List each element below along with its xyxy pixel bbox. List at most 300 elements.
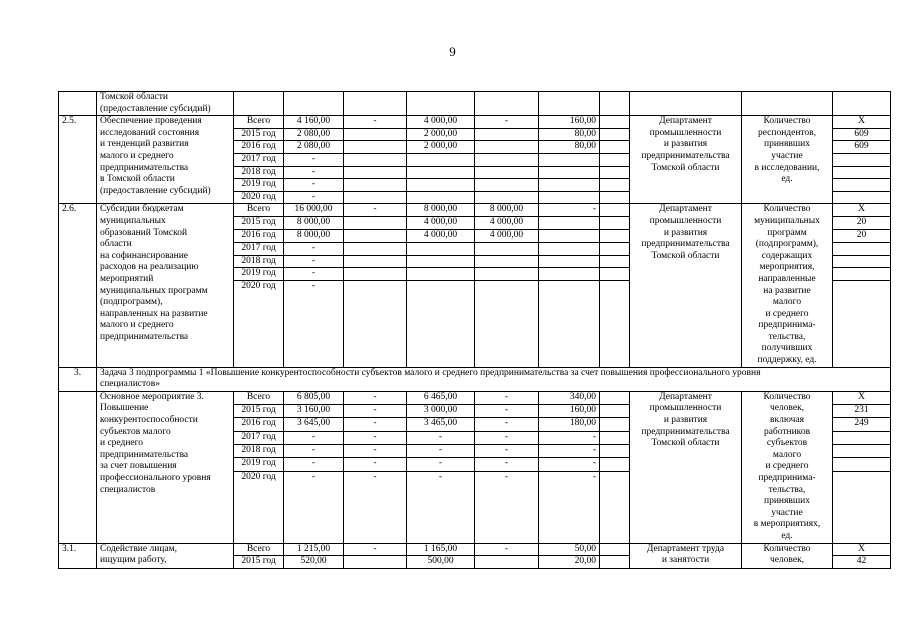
municipal-cell: - <box>475 543 539 556</box>
municipal-cell: - <box>475 431 539 444</box>
row-number <box>59 391 97 543</box>
total-cell: 2 080,00 <box>284 128 344 141</box>
federal-cell <box>344 141 407 154</box>
measure-name-line: Основное мероприятие 3. <box>100 391 204 402</box>
extra-budget-cell <box>539 281 600 368</box>
measure-name-line: расходов на реализацию <box>100 262 199 273</box>
indicator-value <box>833 431 891 444</box>
year-cell: 2015 год <box>234 405 284 418</box>
regional-cell: 8 000,00 <box>407 204 475 217</box>
regional-cell: - <box>407 458 475 471</box>
indicator-line: содержащих <box>761 250 813 261</box>
indicator <box>742 543 833 568</box>
indicator-line: получивших <box>761 343 813 354</box>
municipal-cell <box>475 268 539 281</box>
measure-name-line: (предоставление субсидий) <box>100 185 211 196</box>
indicator-line: поддержку, ед. <box>757 355 817 366</box>
indicator-value <box>833 191 891 204</box>
municipal-cell: - <box>475 391 539 404</box>
year-cell: 2015 год <box>234 217 284 230</box>
indicator-value: X <box>833 204 891 217</box>
extra-budget-cell: 50,00 <box>539 543 600 556</box>
total-cell: 3 645,00 <box>284 418 344 431</box>
empty-cell <box>600 458 630 471</box>
measure-name-line: предпринимательства <box>100 162 189 173</box>
indicator-line: предпринима- <box>758 320 816 331</box>
indicator-line: мероприятия, <box>759 262 815 273</box>
empty-cell <box>600 255 630 268</box>
table-row <box>59 116 891 129</box>
indicator-line: тельства, <box>768 484 806 495</box>
empty-cell <box>600 418 630 431</box>
measure-name-line: (предоставление субсидий) <box>100 103 211 114</box>
measure-name <box>97 116 234 204</box>
regional-cell <box>407 242 475 255</box>
indicator-value <box>833 471 891 543</box>
empty-cell <box>600 179 630 192</box>
empty-cell <box>600 543 630 556</box>
federal-cell: - <box>344 204 407 217</box>
executor-line: и развития <box>663 415 708 426</box>
empty-cell <box>600 166 630 179</box>
extra-budget-cell: - <box>539 458 600 471</box>
measure-name <box>97 92 234 116</box>
empty-cell <box>600 242 630 255</box>
extra-budget-cell: - <box>539 204 600 217</box>
federal-cell: - <box>344 418 407 431</box>
page-number: 9 <box>449 44 456 59</box>
empty-cell <box>600 281 630 368</box>
measure-name-line: мероприятий <box>100 273 154 284</box>
federal-cell <box>344 179 407 192</box>
empty-cell <box>407 92 475 116</box>
federal-cell <box>344 281 407 368</box>
federal-cell <box>344 255 407 268</box>
indicator-value: 20 <box>833 217 891 230</box>
year-cell: 2018 год <box>234 445 284 458</box>
measure-name-line: предпринимательства <box>100 331 189 342</box>
measure-name-line: области <box>100 239 132 250</box>
measure-name-line: образований Томской <box>100 227 188 238</box>
indicator-line: предпринима- <box>758 473 816 483</box>
program-measures-table <box>58 91 891 569</box>
federal-cell: - <box>344 543 407 556</box>
federal-cell <box>344 191 407 204</box>
year-cell: 2019 год <box>234 179 284 192</box>
extra-budget-cell <box>539 255 600 268</box>
indicator-line: участие <box>771 150 803 161</box>
executor-line: предпринимательства <box>641 150 730 161</box>
extra-budget-cell <box>539 179 600 192</box>
municipal-cell: 8 000,00 <box>475 204 539 217</box>
regional-cell: 4 000,00 <box>407 217 475 230</box>
empty-cell <box>742 92 833 116</box>
indicator-value <box>833 458 891 471</box>
empty-cell <box>600 92 630 116</box>
extra-budget-cell: 20,00 <box>539 556 600 569</box>
measure-name-line: малого и среднего <box>100 320 174 331</box>
total-cell: - <box>284 166 344 179</box>
extra-budget-cell <box>539 166 600 179</box>
empty-cell <box>833 92 891 116</box>
empty-cell <box>600 191 630 204</box>
year-cell: 2017 год <box>234 431 284 444</box>
empty-cell <box>475 92 539 116</box>
row-number: 3.1. <box>59 543 97 568</box>
indicator-value <box>833 281 891 368</box>
indicator-line: муниципальных <box>754 215 820 226</box>
executor-line: предпринимательства <box>641 426 730 437</box>
empty-cell <box>600 128 630 141</box>
measure-name <box>97 391 234 543</box>
total-cell: - <box>284 179 344 192</box>
municipal-cell: - <box>475 116 539 129</box>
municipal-cell <box>475 141 539 154</box>
indicator-line: Количество <box>763 204 811 215</box>
executor <box>630 543 742 568</box>
indicator-value <box>833 445 891 458</box>
measure-name-line: Повышение <box>100 403 149 414</box>
indicator-line: и среднего <box>765 461 809 472</box>
measure-name-line: Обеспечение проведения <box>100 116 202 127</box>
measure-name-line: и среднего <box>100 438 144 449</box>
total-cell: 1 215,00 <box>284 543 344 556</box>
executor-line: Томской области <box>651 438 720 449</box>
municipal-cell <box>475 556 539 569</box>
year-cell: 2015 год <box>234 128 284 141</box>
indicator-value: 231 <box>833 405 891 418</box>
federal-cell: - <box>344 471 407 543</box>
municipal-cell <box>475 242 539 255</box>
total-cell: 520,00 <box>284 556 344 569</box>
empty-cell <box>600 471 630 543</box>
year-cell: Всего <box>234 391 284 404</box>
year-cell: 2018 год <box>234 166 284 179</box>
extra-budget-cell: - <box>539 471 600 543</box>
municipal-cell <box>475 281 539 368</box>
measure-name-line: за счет повышения <box>100 461 177 472</box>
executor-line: Томской области <box>651 250 720 261</box>
measure-name-line: направленных на развитие <box>100 308 208 319</box>
federal-cell <box>344 229 407 242</box>
indicator-value: 42 <box>833 556 891 569</box>
indicator-value: 609 <box>833 128 891 141</box>
empty-cell <box>600 153 630 166</box>
task-title-line: специалистов» <box>100 379 161 390</box>
regional-cell: 3 000,00 <box>407 405 475 418</box>
municipal-cell: - <box>475 445 539 458</box>
total-cell: 8 000,00 <box>284 229 344 242</box>
empty-cell <box>630 92 742 116</box>
extra-budget-cell: - <box>539 431 600 444</box>
row-number: 2.6. <box>59 204 97 367</box>
empty-cell <box>600 217 630 230</box>
indicator-line: субъектов <box>766 438 808 449</box>
indicator-line: принявших <box>763 496 810 507</box>
measure-name-line: на софинансирование <box>100 250 189 261</box>
executor <box>630 116 742 204</box>
regional-cell: 4 000,00 <box>407 116 475 129</box>
regional-cell <box>407 255 475 268</box>
table-row <box>59 543 891 556</box>
measure-name-line: в Томской области <box>100 174 175 185</box>
federal-cell <box>344 268 407 281</box>
municipal-cell <box>475 128 539 141</box>
year-cell: 2019 год <box>234 458 284 471</box>
indicator-line: включая <box>770 415 804 426</box>
total-cell: 8 000,00 <box>284 217 344 230</box>
indicator-value <box>833 242 891 255</box>
regional-cell: 1 165,00 <box>407 543 475 556</box>
executor-line: Департамент <box>659 116 712 127</box>
executor-line: промышленности <box>649 215 722 226</box>
empty-cell <box>600 229 630 242</box>
executor-line: промышленности <box>649 403 722 414</box>
indicator-line: малого <box>772 297 802 308</box>
indicator-line: в исследовании, <box>754 162 820 173</box>
indicator <box>742 204 833 367</box>
extra-budget-cell: 180,00 <box>539 418 600 431</box>
extra-budget-cell <box>539 153 600 166</box>
row-number: 3. <box>59 367 97 391</box>
total-cell: 6 805,00 <box>284 391 344 404</box>
municipal-cell <box>475 191 539 204</box>
federal-cell <box>344 242 407 255</box>
row-number <box>59 92 97 116</box>
total-cell: - <box>284 191 344 204</box>
federal-cell: - <box>344 391 407 404</box>
total-cell: 4 160,00 <box>284 116 344 129</box>
measure-name-line: исследований состояния <box>100 127 200 138</box>
measure-name-line: конкурентоспособности <box>100 415 198 426</box>
indicator-value <box>833 268 891 281</box>
extra-budget-cell: - <box>539 445 600 458</box>
empty-cell <box>600 391 630 404</box>
regional-cell <box>407 179 475 192</box>
extra-budget-cell: 340,00 <box>539 391 600 404</box>
municipal-cell: 4 000,00 <box>475 217 539 230</box>
empty-cell <box>234 92 284 116</box>
executor-line: Департамент труда <box>646 543 725 554</box>
indicator-line: тельства, <box>768 331 806 342</box>
indicator-line: человек, <box>769 555 805 566</box>
extra-budget-cell <box>539 191 600 204</box>
municipal-cell <box>475 153 539 166</box>
federal-cell <box>344 128 407 141</box>
empty-cell <box>600 141 630 154</box>
empty-cell <box>600 556 630 569</box>
extra-budget-cell <box>539 217 600 230</box>
executor-line: Департамент <box>659 204 712 215</box>
empty-cell <box>600 204 630 217</box>
extra-budget-cell <box>539 242 600 255</box>
empty-cell <box>600 116 630 129</box>
table-row <box>59 391 891 404</box>
regional-cell: 6 465,00 <box>407 391 475 404</box>
federal-cell <box>344 217 407 230</box>
measure-name-line: Субсидии бюджетам <box>100 204 184 215</box>
indicator-line: и среднего <box>765 308 809 319</box>
federal-cell: - <box>344 405 407 418</box>
extra-budget-cell <box>539 268 600 281</box>
table-row <box>59 204 891 217</box>
year-cell: 2016 год <box>234 141 284 154</box>
municipal-cell: - <box>475 405 539 418</box>
year-cell: Всего <box>234 204 284 217</box>
regional-cell: 2 000,00 <box>407 141 475 154</box>
measure-name-line: предпринимательства <box>100 449 189 460</box>
measure-name-line: муниципальных программ <box>100 285 208 296</box>
year-cell: 2020 год <box>234 471 284 543</box>
indicator-value <box>833 255 891 268</box>
empty-cell <box>600 405 630 418</box>
indicator-line: программ <box>767 227 807 238</box>
measure-name <box>97 543 234 568</box>
total-cell: - <box>284 281 344 368</box>
executor-line: и развития <box>663 139 708 150</box>
indicator-line: на развитие <box>763 285 811 296</box>
indicator-line: ед. <box>781 530 793 541</box>
measure-name-line: (подпрограмм), <box>100 297 163 308</box>
year-cell: Всего <box>234 116 284 129</box>
measure-name-line: Томской области <box>100 92 168 102</box>
year-cell: 2016 год <box>234 229 284 242</box>
empty-cell <box>539 92 600 116</box>
regional-cell: - <box>407 445 475 458</box>
regional-cell <box>407 268 475 281</box>
total-cell: - <box>284 431 344 444</box>
extra-budget-cell: 160,00 <box>539 405 600 418</box>
municipal-cell: - <box>475 471 539 543</box>
executor-line: Департамент <box>659 391 712 402</box>
empty-cell <box>284 92 344 116</box>
measure-name-line: профессионального уровня <box>100 473 211 483</box>
executor-line: и занятости <box>661 555 710 566</box>
total-cell: - <box>284 471 344 543</box>
table-row <box>59 92 891 116</box>
year-cell: 2019 год <box>234 268 284 281</box>
indicator-value: X <box>833 116 891 129</box>
executor <box>630 204 742 367</box>
extra-budget-cell <box>539 229 600 242</box>
federal-cell: - <box>344 445 407 458</box>
measure-name-line: муниципальных <box>100 215 166 226</box>
empty-cell <box>600 445 630 458</box>
extra-budget-cell: 80,00 <box>539 141 600 154</box>
total-cell: 16 000,00 <box>284 204 344 217</box>
indicator-line: респондентов, <box>757 127 817 138</box>
regional-cell <box>407 166 475 179</box>
task-title <box>97 367 891 391</box>
year-cell: 2017 год <box>234 153 284 166</box>
federal-cell <box>344 556 407 569</box>
year-cell: 2015 год <box>234 556 284 569</box>
municipal-cell <box>475 166 539 179</box>
executor-line: и развития <box>663 227 708 238</box>
empty-cell <box>600 431 630 444</box>
municipal-cell <box>475 255 539 268</box>
indicator-line: в мероприятиях, <box>753 519 821 530</box>
empty-cell <box>600 268 630 281</box>
total-cell: - <box>284 445 344 458</box>
indicator-value: 249 <box>833 418 891 431</box>
task-title-line: Задача 3 подпрограммы 1 «Повышение конкурентоспособности субъектов малого и среднего предпринимательства за счет повышения профессионального уровня <box>100 367 761 378</box>
indicator-value <box>833 166 891 179</box>
municipal-cell <box>475 179 539 192</box>
total-cell: 2 080,00 <box>284 141 344 154</box>
indicator-line: человек, <box>769 403 805 414</box>
executor-line: Томской области <box>651 162 720 173</box>
indicator-line: малого <box>772 449 802 460</box>
regional-cell: 500,00 <box>407 556 475 569</box>
year-cell: 2020 год <box>234 281 284 368</box>
total-cell: - <box>284 153 344 166</box>
municipal-cell: 4 000,00 <box>475 229 539 242</box>
executor <box>630 391 742 543</box>
indicator-line: (подпрограмм), <box>755 239 819 250</box>
year-cell: 2020 год <box>234 191 284 204</box>
total-cell: - <box>284 255 344 268</box>
indicator-line: работников <box>763 426 811 437</box>
municipal-cell: - <box>475 418 539 431</box>
total-cell: - <box>284 268 344 281</box>
measure-name-line: малого и среднего <box>100 150 174 161</box>
indicator-value: X <box>833 543 891 556</box>
measure-name-line: ищущим работу, <box>100 555 167 566</box>
year-cell: 2017 год <box>234 242 284 255</box>
indicator-line: Количество <box>763 116 811 127</box>
total-cell: - <box>284 458 344 471</box>
indicator-line: участие <box>771 507 803 518</box>
total-cell: 3 160,00 <box>284 405 344 418</box>
indicator-value: 20 <box>833 229 891 242</box>
measure-name-line: специалистов <box>100 484 156 495</box>
indicator-line: Количество <box>763 543 811 554</box>
indicator-value <box>833 179 891 192</box>
regional-cell: 3 465,00 <box>407 418 475 431</box>
regional-cell: 2 000,00 <box>407 128 475 141</box>
total-cell: - <box>284 242 344 255</box>
federal-cell <box>344 153 407 166</box>
municipal-cell: - <box>475 458 539 471</box>
extra-budget-cell: 80,00 <box>539 128 600 141</box>
federal-cell: - <box>344 116 407 129</box>
indicator <box>742 116 833 204</box>
indicator-value: 609 <box>833 141 891 154</box>
indicator-value: X <box>833 391 891 404</box>
regional-cell: - <box>407 431 475 444</box>
measure-name <box>97 204 234 367</box>
row-number: 2.5. <box>59 116 97 204</box>
indicator-value <box>833 153 891 166</box>
task-row <box>59 367 891 391</box>
regional-cell <box>407 153 475 166</box>
executor-line: предпринимательства <box>641 239 730 250</box>
indicator-line: принявших <box>763 139 810 150</box>
empty-cell <box>344 92 407 116</box>
executor-line: промышленности <box>649 127 722 138</box>
indicator-line: Количество <box>763 391 811 402</box>
measure-name-line: субъектов малого <box>100 426 171 437</box>
regional-cell: - <box>407 471 475 543</box>
regional-cell <box>407 191 475 204</box>
federal-cell: - <box>344 431 407 444</box>
regional-cell <box>407 281 475 368</box>
measure-name-line: и тенденций развития <box>100 139 189 150</box>
year-cell: 2018 год <box>234 255 284 268</box>
extra-budget-cell: 160,00 <box>539 116 600 129</box>
indicator <box>742 391 833 543</box>
